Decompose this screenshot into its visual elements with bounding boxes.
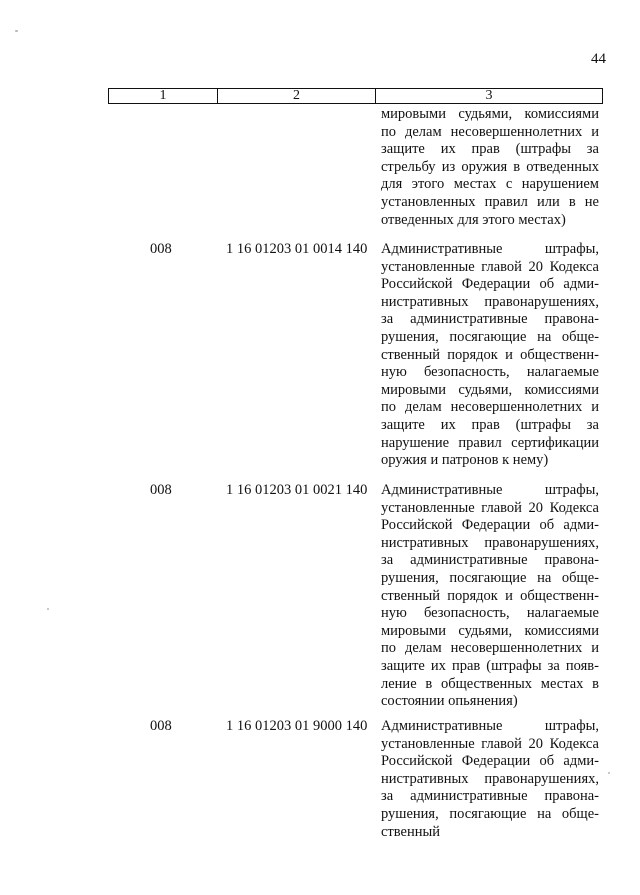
word: отведенных — [526, 158, 599, 175]
word: Кодекса — [549, 735, 599, 752]
text-line — [381, 806, 599, 824]
text-line — [381, 276, 599, 294]
text-line — [381, 771, 599, 789]
word: Административные — [381, 241, 503, 257]
word: правонарушениях, — [484, 293, 599, 310]
word: установленные — [381, 258, 475, 275]
word: штрафы, — [544, 241, 599, 257]
word: правил — [484, 193, 528, 210]
word: об — [539, 753, 555, 770]
text-line — [381, 605, 599, 623]
word: прав — [471, 416, 500, 433]
word: обще- — [561, 805, 599, 822]
word: установленные — [381, 499, 475, 516]
word: по — [381, 640, 397, 657]
word: мировыми — [381, 106, 446, 122]
word: и — [591, 640, 599, 657]
row-description — [381, 482, 599, 711]
word: и — [505, 346, 513, 363]
text-line — [381, 241, 599, 259]
row-description — [381, 241, 599, 470]
word: правонарушениях, — [484, 770, 599, 787]
word: за — [381, 311, 394, 328]
word: налагаемые — [526, 605, 599, 622]
header-col-2: 2 — [218, 89, 376, 103]
text-line — [381, 588, 599, 606]
word: (штрафы — [515, 141, 571, 158]
word: не — [584, 193, 599, 210]
word: 20 — [528, 499, 544, 516]
word: их — [440, 141, 456, 158]
word: административные — [410, 788, 528, 805]
text-line — [381, 570, 599, 588]
text-line — [381, 676, 599, 694]
word: общественных — [440, 675, 533, 692]
word: налагаемые — [526, 364, 599, 381]
row-kbk: 1 16 01203 01 0014 140 — [226, 241, 368, 257]
word: правил — [458, 434, 502, 451]
word: рушения, — [381, 569, 439, 586]
word: их — [440, 416, 456, 433]
text-line — [381, 753, 599, 771]
word: в — [568, 193, 576, 210]
word: штрафы, — [544, 718, 599, 734]
word: правона- — [544, 788, 599, 805]
word: и — [591, 123, 599, 140]
text-line — [381, 482, 599, 500]
row-code: 008 — [150, 718, 172, 734]
word: за — [381, 552, 394, 569]
word: комиссиями — [524, 106, 599, 122]
row-kbk: 1 16 01203 01 0021 140 — [226, 482, 368, 498]
text-line — [381, 640, 599, 658]
word: защите — [381, 141, 425, 158]
word: нарушение — [381, 434, 450, 451]
word: оружия — [461, 158, 508, 175]
word: правонарушениях, — [484, 534, 599, 551]
row-code: 008 — [150, 482, 172, 498]
text-line — [381, 311, 599, 329]
word: несовершеннолетних — [450, 640, 583, 657]
text-line — [381, 435, 599, 453]
text-line-content: ственный — [381, 823, 440, 840]
text-line — [381, 382, 599, 400]
word: ственный — [381, 587, 440, 604]
word: порядок — [447, 587, 498, 604]
text-line-content: состоянии опьянения) — [381, 693, 518, 710]
word: за — [547, 657, 560, 674]
word: нистративных — [381, 293, 469, 310]
text-line — [381, 788, 599, 806]
word: несовершеннолетних — [450, 399, 583, 416]
word: из — [441, 158, 456, 175]
text-line — [381, 364, 599, 382]
word: за — [586, 141, 599, 158]
scan-speck — [15, 30, 18, 32]
word: и — [505, 587, 513, 604]
text-line — [381, 718, 599, 736]
text-line — [381, 329, 599, 347]
continuation-description — [381, 106, 599, 229]
word: правона- — [544, 552, 599, 569]
word: главой — [481, 499, 522, 516]
text-line — [381, 824, 599, 842]
word: (штрафы — [486, 657, 542, 674]
word: по — [381, 123, 397, 140]
word: рушения, — [381, 805, 439, 822]
word: посягающие — [449, 569, 527, 586]
text-line — [381, 106, 599, 124]
text-line-content: отведенных для этого местах) — [381, 211, 566, 228]
word: по — [381, 399, 397, 416]
word: обще- — [561, 328, 599, 345]
word: делам — [404, 640, 442, 657]
text-line — [381, 159, 599, 177]
word: обще- — [561, 569, 599, 586]
word: за — [381, 788, 394, 805]
word: ную — [381, 605, 407, 622]
word: установленных — [381, 193, 476, 210]
text-line — [381, 259, 599, 277]
word: их — [430, 657, 446, 674]
text-line — [381, 212, 599, 230]
word: 20 — [528, 735, 544, 752]
word: Кодекса — [549, 499, 599, 516]
text-line — [381, 399, 599, 417]
word: об — [539, 276, 555, 293]
word: Российской — [381, 276, 453, 293]
text-line — [381, 623, 599, 641]
word: этого — [411, 176, 445, 193]
word: или — [536, 193, 560, 210]
text-line — [381, 347, 599, 365]
word: прав — [451, 657, 481, 674]
word: Федерации — [461, 517, 531, 534]
word: на — [537, 328, 552, 345]
text-line-content: оружия и патронов к нему) — [381, 452, 549, 469]
word: Российской — [381, 517, 453, 534]
word: мировыми — [381, 381, 446, 398]
word: безопасность, — [423, 605, 510, 622]
page-number: 44 — [591, 51, 606, 67]
word: на — [537, 569, 552, 586]
text-line — [381, 658, 599, 676]
word: Административные — [381, 482, 503, 498]
word: судьями, — [458, 622, 513, 639]
text-line — [381, 452, 599, 470]
text-line — [381, 736, 599, 754]
word: за — [586, 416, 599, 433]
word: ную — [381, 364, 407, 381]
word: посягающие — [449, 805, 527, 822]
word: штрафы, — [544, 482, 599, 498]
text-line — [381, 124, 599, 142]
text-line — [381, 176, 599, 194]
word: рушения, — [381, 328, 439, 345]
text-line — [381, 500, 599, 518]
word: Российской — [381, 753, 453, 770]
text-line — [381, 194, 599, 212]
word: судьями, — [458, 106, 513, 122]
word: общественн- — [520, 346, 599, 363]
word: делам — [404, 399, 442, 416]
word: прав — [471, 141, 500, 158]
word: Кодекса — [549, 258, 599, 275]
word: мировыми — [381, 622, 446, 639]
word: административные — [410, 552, 528, 569]
table-header — [108, 88, 603, 104]
word: безопасность, — [423, 364, 510, 381]
word: адми- — [563, 517, 599, 534]
word: посягающие — [449, 328, 527, 345]
word: стрельбу — [381, 158, 436, 175]
word: Федерации — [461, 276, 531, 293]
word: ление — [381, 675, 417, 692]
word: адми- — [563, 753, 599, 770]
word: на — [537, 805, 552, 822]
text-line — [381, 417, 599, 435]
row-description — [381, 718, 599, 841]
text-line — [381, 552, 599, 570]
scan-speck — [608, 772, 610, 774]
word: 20 — [528, 258, 544, 275]
word: в — [425, 675, 433, 692]
word: делам — [404, 123, 442, 140]
text-line — [381, 294, 599, 312]
word: появ- — [565, 657, 599, 674]
word: в — [513, 158, 521, 175]
text-line — [381, 535, 599, 553]
word: сертификации — [511, 434, 599, 451]
word: в — [592, 675, 599, 692]
word: главой — [481, 258, 522, 275]
word: установленные — [381, 735, 475, 752]
word: для — [381, 176, 403, 193]
text-line — [381, 141, 599, 159]
word: нистративных — [381, 770, 469, 787]
word: защите — [381, 416, 425, 433]
word: комиссиями — [524, 622, 599, 639]
word: Административные — [381, 718, 503, 734]
header-col-1: 1 — [109, 89, 218, 103]
word: правона- — [544, 311, 599, 328]
word: комиссиями — [524, 381, 599, 398]
word: общественн- — [520, 587, 599, 604]
text-line — [381, 517, 599, 535]
word: порядок — [447, 346, 498, 363]
word: (штрафы — [515, 416, 571, 433]
word: с — [505, 176, 513, 193]
word: главой — [481, 735, 522, 752]
word: местах — [453, 176, 497, 193]
word: ственный — [381, 346, 440, 363]
scan-speck — [47, 608, 49, 610]
header-col-3: 3 — [485, 88, 493, 103]
word: адми- — [563, 276, 599, 293]
word: местах — [540, 675, 584, 692]
word: судьями, — [458, 381, 513, 398]
text-line — [381, 693, 599, 711]
word: об — [539, 517, 555, 534]
word: Федерации — [461, 753, 531, 770]
word: несовершеннолетних — [450, 123, 583, 140]
word: административные — [410, 311, 528, 328]
row-code: 008 — [150, 241, 172, 257]
word: защите — [381, 657, 425, 674]
word: и — [591, 399, 599, 416]
row-kbk: 1 16 01203 01 9000 140 — [226, 718, 368, 734]
word: нарушением — [521, 176, 599, 193]
word: нистративных — [381, 534, 469, 551]
